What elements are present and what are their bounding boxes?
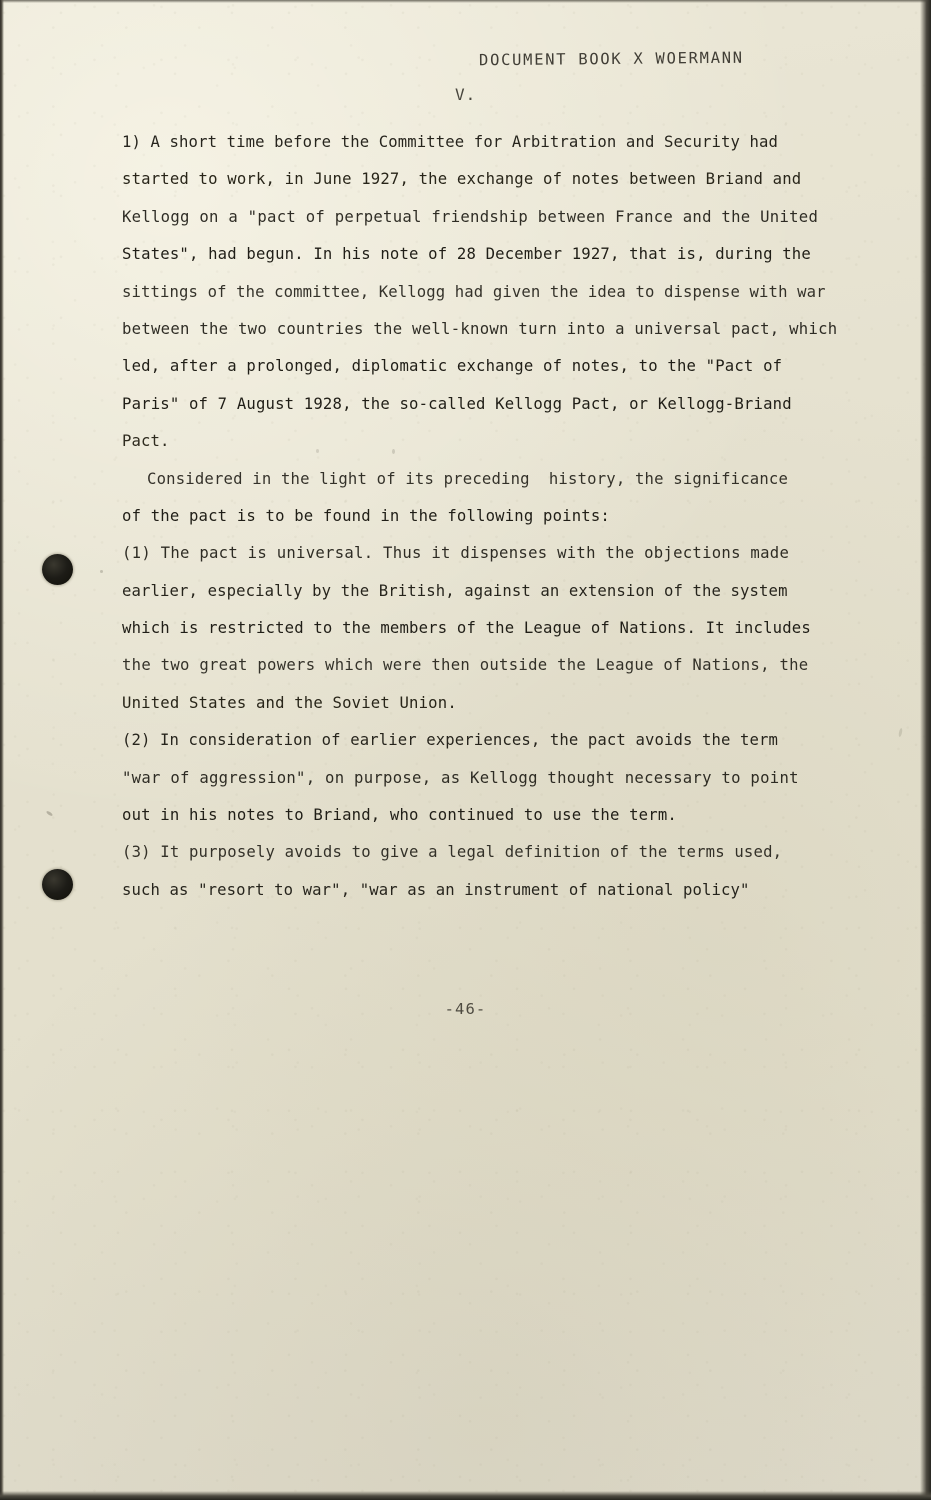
typed-line: which is restricted to the members of the League of Nations. It includes — [122, 619, 811, 638]
typed-line: between the two countries the well-known turn into a universal pact, which — [122, 319, 838, 338]
typed-line: Kellogg on a "pact of perpetual friendship between France and the United — [122, 207, 819, 226]
section-marker: V. — [455, 85, 477, 104]
document-book-header: DOCUMENT BOOK X WOERMANN — [478, 48, 744, 70]
typed-line: Paris" of 7 August 1928, the so-called Kellogg Pact, or Kellogg-Briand — [122, 394, 792, 413]
typed-line: (3) It purposely avoids to give a legal definition of the terms used, — [122, 843, 783, 862]
typed-line: 1) A short time before the Committee for Arbitration and Security had — [122, 133, 779, 151]
typed-line: sittings of the committee, Kellogg had given the idea to dispense with war — [122, 282, 826, 301]
page-number: -46- — [444, 1000, 487, 1018]
typed-line: such as "resort to war", "war as an instrument of national policy" — [122, 880, 750, 899]
typed-line: of the pact is to be found in the following points: — [122, 506, 610, 525]
typed-line: States", had begun. In his note of 28 December 1927, that is, during the — [122, 245, 811, 264]
typed-line: led, after a prolonged, diplomatic exchange of notes, to the "Pact of — [122, 357, 783, 376]
typed-line: (1) The pact is universal. Thus it dispenses with the objections made — [122, 544, 790, 563]
typed-line: Pact. — [122, 432, 170, 451]
typed-line: (2) In consideration of earlier experiences, the pact avoids the term — [122, 731, 779, 750]
typed-line: Considered in the light of its preceding history, the significance — [147, 469, 789, 488]
document-body — [122, 124, 862, 909]
typed-line: started to work, in June 1927, the exchange of notes between Briand and — [122, 170, 802, 189]
typed-line: United States and the Soviet Union. — [122, 693, 457, 712]
typed-line: "war of aggression", on purpose, as Kellogg thought necessary to point — [122, 768, 799, 787]
typed-line: the two great powers which were then outside the League of Nations, the — [122, 656, 809, 675]
typed-line: earlier, especially by the British, against an extension of the system — [122, 581, 788, 600]
typed-line: out in his notes to Briand, who continued to use the term. — [122, 806, 677, 825]
